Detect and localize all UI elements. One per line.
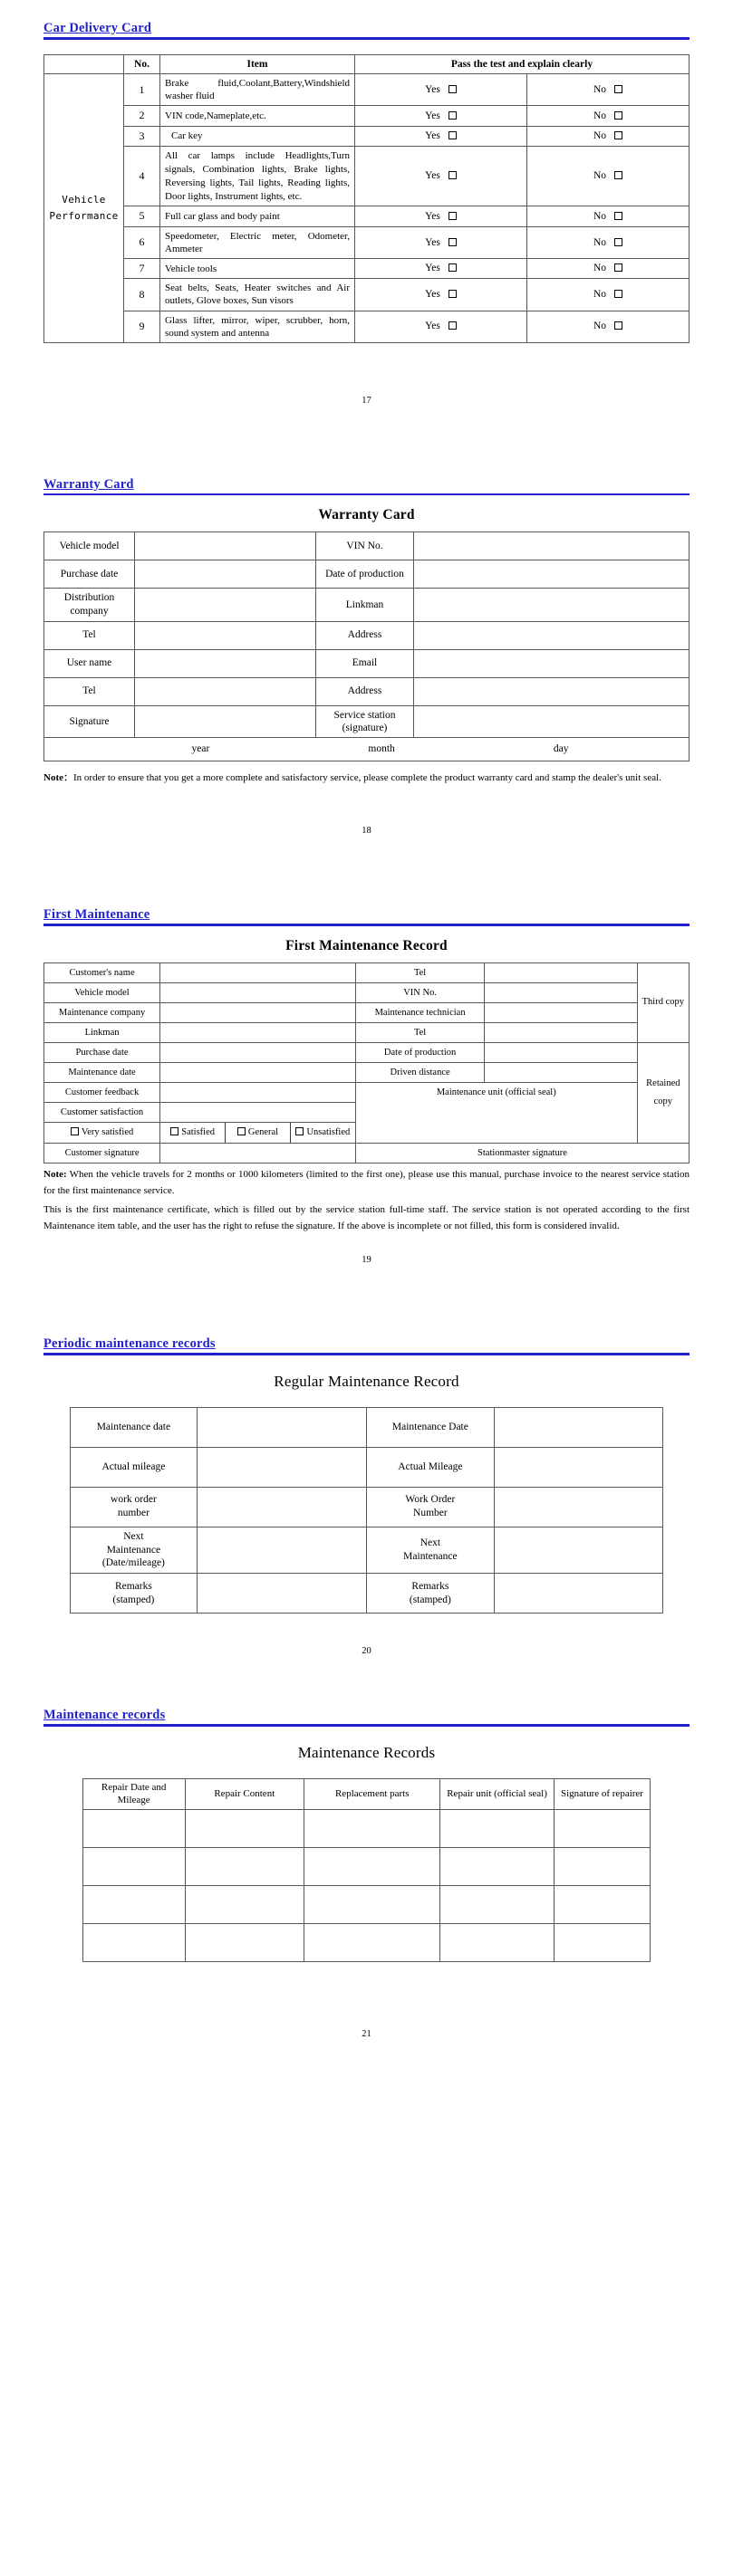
yes-label: Yes (425, 210, 440, 222)
value-address-1[interactable] (414, 621, 690, 649)
page-maintenance-records (0, 1707, 733, 2055)
value-maintenance-date-right[interactable] (494, 1407, 663, 1447)
section-heading-maintenance-records (43, 1707, 690, 1729)
no-label: No (593, 289, 607, 301)
row-item: VIN code,Nameplate,etc. (160, 106, 355, 126)
no-cell[interactable] (527, 126, 690, 146)
label-maintenance-technician: Maintenance technician (355, 1002, 484, 1022)
header-repair-date-and-mileage: Repair Date and Mileage (82, 1778, 185, 1810)
no-cell[interactable] (527, 258, 690, 278)
section-title: Warranty Card (43, 476, 134, 492)
row-number: 3 (124, 126, 160, 146)
note-body: In order to ensure that you get a more complete and satisfactory service, please complete the product warranty card and stamp the dealer's unit seal. (73, 772, 661, 784)
table-row (44, 206, 690, 226)
row-item: Full car glass and body paint (160, 206, 355, 226)
section-heading-periodic-maintenance (43, 1336, 690, 1358)
page-number: 20 (362, 1646, 371, 1657)
section-rule (43, 493, 690, 496)
table-row (70, 1447, 663, 1487)
label-email: Email (316, 649, 414, 677)
table-row (44, 106, 690, 126)
no-label: No (593, 110, 607, 121)
next-line1: Next (123, 1530, 144, 1542)
year-label: year (191, 743, 210, 755)
work-order-line1: Work Order (405, 1494, 456, 1506)
header-repair-unit-official-seal: Repair unit (official seal) (440, 1778, 554, 1810)
row-number: 2 (124, 106, 160, 126)
table-row (44, 962, 690, 982)
label-next-maintenance-right (366, 1527, 494, 1574)
checkbox-icon[interactable] (448, 290, 457, 298)
car-delivery-check-table (43, 54, 690, 343)
label-work-order-number-right (366, 1487, 494, 1527)
label-actual-mileage-left: Actual mileage (70, 1447, 198, 1487)
no-label: No (593, 321, 607, 332)
cell-repair-content[interactable] (185, 1848, 304, 1886)
yes-cell[interactable] (355, 106, 527, 126)
cell-signature-of-repairer[interactable] (554, 1924, 651, 1962)
checkbox-icon[interactable] (448, 263, 457, 272)
no-cell[interactable] (527, 74, 690, 106)
page-title: Warranty Card (318, 507, 415, 523)
no-cell[interactable] (527, 226, 690, 258)
no-label: No (593, 170, 607, 182)
row-number: 5 (124, 206, 160, 226)
page-break-spacer (0, 1265, 733, 1336)
table-row (44, 311, 690, 342)
table-row (44, 258, 690, 278)
header-item: Item (160, 54, 355, 74)
row-number: 9 (124, 311, 160, 342)
header-replacement-parts: Replacement parts (304, 1778, 440, 1810)
checkbox-icon[interactable] (448, 321, 457, 330)
checkbox-icon[interactable] (614, 238, 622, 246)
section-rule (43, 1724, 690, 1727)
value-customer-feedback[interactable] (160, 1082, 356, 1102)
table-row (44, 1002, 690, 1022)
cell-replacement-parts[interactable] (304, 1848, 440, 1886)
row-item: Seat belts, Seats, Heater switches and Air outlets, Glove boxes, Sun visors (160, 279, 355, 311)
cell-repair-content[interactable] (185, 1810, 304, 1848)
value-distribution-company[interactable] (135, 589, 316, 621)
label-address-1: Address (316, 621, 414, 649)
page-title: Maintenance Records (297, 1743, 436, 1761)
date-row-cell (44, 738, 690, 761)
cell-repair-date-and-mileage[interactable] (82, 1810, 185, 1848)
page-number: 21 (362, 2029, 371, 2040)
label-address-2: Address (316, 677, 414, 705)
first-maintenance-note (43, 1167, 690, 1200)
label-tel-1: Tel (44, 621, 135, 649)
yes-cell[interactable] (355, 126, 527, 146)
cell-repair-date-and-mileage[interactable] (82, 1924, 185, 1962)
cell-repair-unit[interactable] (440, 1886, 554, 1924)
warranty-note (43, 768, 690, 788)
table-header-row (82, 1778, 650, 1810)
section-heading-warranty-card (43, 476, 690, 499)
row-item: Speedometer, Electric meter, Odometer, Ammeter (160, 226, 355, 258)
value-address-2[interactable] (414, 677, 690, 705)
table-row (44, 279, 690, 311)
remarks-line2: (stamped) (409, 1594, 451, 1605)
label-maintenance-date: Maintenance date (44, 1062, 160, 1082)
yes-cell[interactable] (355, 311, 527, 342)
row-item: Glass lifter, mirror, wiper, scrubber, horn, sound system and antenna (160, 311, 355, 342)
yes-label: Yes (425, 170, 440, 182)
table-row (44, 1082, 690, 1102)
label-vehicle-model: Vehicle model (44, 982, 160, 1002)
yes-cell[interactable] (355, 206, 527, 226)
header-blank (44, 54, 124, 74)
row-item: Vehicle tools (160, 258, 355, 278)
cell-repair-date-and-mileage[interactable] (82, 1886, 185, 1924)
yes-label: Yes (425, 236, 440, 248)
maintenance-records-table (82, 1778, 651, 1963)
checkbox-icon[interactable] (614, 111, 622, 120)
value-purchase-date[interactable] (160, 1042, 356, 1062)
no-cell[interactable] (527, 147, 690, 206)
option-unsatisfied[interactable] (290, 1123, 355, 1143)
table-row (44, 126, 690, 146)
regular-maintenance-record-table (70, 1407, 664, 1614)
page-break-spacer (0, 406, 733, 476)
label-signature: Signature (44, 705, 135, 738)
value-service-station-signature[interactable] (414, 705, 690, 738)
checkbox-icon[interactable] (448, 85, 457, 93)
value-linkman[interactable] (160, 1022, 356, 1042)
no-label: No (593, 130, 607, 142)
work-order-line1: work order (111, 1494, 157, 1506)
category-vehicle-performance (44, 74, 124, 342)
checkbox-icon[interactable] (71, 1127, 79, 1135)
row-item: All car lamps include Headlights,Turn signals, Combination lights, Brake lights, Reversing lights, Tail lights, Reading lights, Door lights, Instrument lights, etc. (160, 147, 355, 206)
option-satisfied[interactable] (160, 1123, 226, 1143)
value-purchase-date[interactable] (135, 560, 316, 589)
yes-label: Yes (425, 289, 440, 301)
yes-label: Yes (425, 110, 440, 121)
label-purchase-date: Purchase date (44, 1042, 160, 1062)
day-label: day (553, 743, 569, 755)
label-actual-mileage-right: Actual Mileage (366, 1447, 494, 1487)
label-maintenance-date-right: Maintenance Date (366, 1407, 494, 1447)
section-rule (43, 37, 690, 40)
table-row (70, 1487, 663, 1527)
label-maintenance-unit-official-seal: Maintenance unit (official seal) (355, 1082, 637, 1143)
no-label: No (593, 236, 607, 248)
checkbox-icon[interactable] (614, 131, 622, 139)
label-maintenance-date-left: Maintenance date (70, 1407, 198, 1447)
label-tel-1: Tel (355, 962, 484, 982)
value-date-of-production[interactable] (485, 1042, 637, 1062)
table-row (44, 226, 690, 258)
table-row (70, 1527, 663, 1574)
page-break-spacer (0, 1656, 733, 1707)
cell-repair-content[interactable] (185, 1924, 304, 1962)
checkbox-icon[interactable] (448, 171, 457, 179)
value-vehicle-model[interactable] (160, 982, 356, 1002)
page-warranty-card (0, 476, 733, 837)
page-number: 18 (362, 826, 371, 837)
page-number: 19 (362, 1255, 371, 1266)
checkbox-icon[interactable] (614, 321, 622, 330)
no-cell[interactable] (527, 206, 690, 226)
value-driven-distance[interactable] (485, 1062, 637, 1082)
checkbox-icon[interactable] (448, 131, 457, 139)
no-cell[interactable] (527, 106, 690, 126)
no-label: No (593, 210, 607, 222)
label-linkman: Linkman (316, 589, 414, 621)
next-line2: Maintenance (106, 1544, 161, 1556)
section-title: Car Delivery Card (43, 21, 152, 35)
label-customer-feedback: Customer feedback (44, 1082, 160, 1102)
next-line3: (Date/mileage) (101, 1557, 165, 1569)
page-title: Regular Maintenance Record (274, 1372, 459, 1390)
label-remarks-right (366, 1574, 494, 1614)
checkbox-icon[interactable] (448, 238, 457, 246)
next-line2: Maintenance (403, 1551, 458, 1562)
value-vin-no[interactable] (485, 982, 637, 1002)
yes-label: Yes (425, 83, 440, 95)
table-row (44, 589, 690, 621)
value-actual-mileage-right[interactable] (494, 1447, 663, 1487)
value-tel-2[interactable] (485, 1022, 637, 1042)
table-header-row (44, 54, 690, 74)
table-row (44, 982, 690, 1002)
label-customer-satisfaction: Customer satisfaction (44, 1102, 160, 1122)
label-linkman: Linkman (44, 1022, 160, 1042)
cell-repair-date-and-mileage[interactable] (82, 1848, 185, 1886)
label-customers-name: Customer's name (44, 962, 160, 982)
table-row (44, 677, 690, 705)
value-linkman[interactable] (414, 589, 690, 621)
label-service-station-signature (316, 705, 414, 738)
section-rule (43, 1353, 690, 1355)
cell-replacement-parts[interactable] (304, 1886, 440, 1924)
option-label: Unsatisfied (306, 1127, 351, 1138)
cell-repair-content[interactable] (185, 1886, 304, 1924)
header-repair-content: Repair Content (185, 1778, 304, 1810)
table-row (44, 532, 690, 560)
value-customer-satisfaction[interactable] (160, 1102, 356, 1122)
label-user-name: User name (44, 649, 135, 677)
value-next-maintenance-left[interactable] (198, 1527, 367, 1574)
no-label: No (593, 263, 607, 274)
page-number: 17 (362, 395, 371, 406)
no-cell[interactable] (527, 311, 690, 342)
table-row (44, 1143, 690, 1163)
row-number: 7 (124, 258, 160, 278)
row-number: 6 (124, 226, 160, 258)
table-row (82, 1886, 650, 1924)
value-vehicle-model[interactable] (135, 532, 316, 560)
label-vin-no: VIN No. (355, 982, 484, 1002)
label-distribution-company: Distribution company (44, 589, 135, 621)
category-line-2: Performance (49, 209, 119, 222)
note-prefix: Note: (43, 1168, 67, 1180)
table-row (44, 705, 690, 738)
yes-label: Yes (425, 130, 440, 142)
value-user-name[interactable] (135, 649, 316, 677)
page-first-maintenance (0, 906, 733, 1265)
note-prefix: Note： (43, 772, 73, 784)
yes-cell[interactable] (355, 258, 527, 278)
first-maintenance-record-table (43, 962, 690, 1164)
label-vin-no: VIN No. (316, 532, 414, 560)
table-row (44, 74, 690, 106)
satisfaction-options-group (160, 1122, 356, 1143)
note-body: When the vehicle travels for 2 months or 1000 kilometers (limited to the first one), please use this manual, purchase invoice to the nearest service station for the first maintenance service. (43, 1168, 690, 1196)
label-driven-distance: Driven distance (355, 1062, 484, 1082)
table-row (44, 1062, 690, 1082)
checkbox-icon[interactable] (295, 1127, 304, 1135)
label-stationmaster-signature: Stationmaster signature (355, 1143, 689, 1163)
section-title: Periodic maintenance records (43, 1336, 216, 1352)
cell-signature-of-repairer[interactable] (554, 1886, 651, 1924)
section-rule (43, 924, 690, 926)
yes-cell[interactable] (355, 147, 527, 206)
row-number: 4 (124, 147, 160, 206)
next-line1: Next (420, 1537, 441, 1549)
value-maintenance-date-left[interactable] (198, 1407, 367, 1447)
value-tel-1[interactable] (135, 621, 316, 649)
value-maintenance-date[interactable] (160, 1062, 356, 1082)
warranty-card-table (43, 531, 690, 761)
checkbox-icon[interactable] (614, 263, 622, 272)
option-label: General (247, 1127, 279, 1138)
label-date-of-production: Date of production (355, 1042, 484, 1062)
label-vehicle-model: Vehicle model (44, 532, 135, 560)
cell-replacement-parts[interactable] (304, 1924, 440, 1962)
cell-repair-unit[interactable] (440, 1848, 554, 1886)
checkbox-icon[interactable] (614, 171, 622, 179)
table-row (70, 1574, 663, 1614)
yes-label: Yes (425, 321, 440, 332)
month-label: month (368, 743, 395, 755)
row-item: Car key (160, 126, 355, 146)
table-row (44, 147, 690, 206)
remarks-line1: Remarks (114, 1580, 152, 1592)
value-actual-mileage-left[interactable] (198, 1447, 367, 1487)
yes-cell[interactable] (355, 226, 527, 258)
category-line-1: Vehicle (62, 194, 106, 206)
label-work-order-number-left (70, 1487, 198, 1527)
table-row (44, 560, 690, 589)
option-label: Very satisfied (81, 1127, 134, 1138)
checkbox-icon[interactable] (237, 1127, 246, 1135)
row-number: 1 (124, 74, 160, 106)
value-maintenance-company[interactable] (160, 1002, 356, 1022)
checkbox-icon[interactable] (170, 1127, 178, 1135)
section-title: Maintenance records (43, 1708, 166, 1723)
header-signature-of-repairer: Signature of repairer (554, 1778, 651, 1810)
cell-replacement-parts[interactable] (304, 1810, 440, 1848)
value-tel-1[interactable] (485, 962, 637, 982)
table-row (82, 1924, 650, 1962)
work-order-line2: Number (413, 1508, 448, 1519)
value-work-order-number-right[interactable] (494, 1487, 663, 1527)
page-break-spacer (0, 836, 733, 906)
value-vin-no[interactable] (414, 532, 690, 560)
option-label: Satisfied (181, 1127, 215, 1138)
table-row (44, 649, 690, 677)
value-maintenance-technician[interactable] (485, 1002, 637, 1022)
label-tel-2: Tel (44, 677, 135, 705)
table-row (44, 1022, 690, 1042)
value-signature[interactable] (135, 705, 316, 738)
label-remarks-left (70, 1574, 198, 1614)
label-purchase-date: Purchase date (44, 560, 135, 589)
third-copy-label: Third copy (637, 962, 689, 1042)
yes-cell[interactable] (355, 74, 527, 106)
row-item: Brake fluid,Coolant,Battery,Windshield washer fluid (160, 74, 355, 106)
section-heading-first-maintenance (43, 906, 690, 929)
label-tel-2: Tel (355, 1022, 484, 1042)
retained-copy-label: Retained copy (637, 1042, 689, 1143)
cell-repair-unit[interactable] (440, 1810, 554, 1848)
value-customer-signature[interactable] (160, 1143, 356, 1163)
yes-cell[interactable] (355, 279, 527, 311)
cell-signature-of-repairer[interactable] (554, 1848, 651, 1886)
option-very-satisfied[interactable] (44, 1122, 160, 1143)
label-date-of-production: Date of production (316, 560, 414, 589)
row-number: 8 (124, 279, 160, 311)
cell-repair-unit[interactable] (440, 1924, 554, 1962)
remarks-line2: (stamped) (112, 1594, 155, 1605)
first-maintenance-paragraph-2: This is the first maintenance certificate, which is filled out by the service station full-time staff. The service station is not operated according to the first Maintenance item table, and the user has the right to refuse the signature. If the above is incomplete or not filled, this form is considered invalid. (43, 1204, 690, 1232)
page-car-delivery-card (0, 0, 733, 406)
value-email[interactable] (414, 649, 690, 677)
value-customers-name[interactable] (160, 962, 356, 982)
label-customer-signature: Customer signature (44, 1143, 160, 1163)
section-title: First Maintenance (43, 907, 150, 923)
checkbox-icon[interactable] (448, 212, 457, 220)
table-row (82, 1810, 650, 1848)
yes-label: Yes (425, 263, 440, 274)
label-maintenance-company: Maintenance company (44, 1002, 160, 1022)
table-row (44, 621, 690, 649)
page-title: First Maintenance Record (285, 937, 448, 953)
value-date-of-production[interactable] (414, 560, 690, 589)
table-row (44, 1042, 690, 1062)
checkbox-icon[interactable] (614, 212, 622, 220)
checkbox-icon[interactable] (448, 111, 457, 120)
value-work-order-number-left[interactable] (198, 1487, 367, 1527)
table-row (70, 1407, 663, 1447)
header-pass-the-test: Pass the test and explain clearly (355, 54, 690, 74)
option-general[interactable] (226, 1123, 291, 1143)
value-remarks-right[interactable] (494, 1574, 663, 1614)
page-periodic-maintenance-records (0, 1336, 733, 1656)
value-remarks-left[interactable] (198, 1574, 367, 1614)
checkbox-icon[interactable] (614, 290, 622, 298)
remarks-line1: Remarks (411, 1580, 449, 1592)
no-cell[interactable] (527, 279, 690, 311)
checkbox-icon[interactable] (614, 85, 622, 93)
header-no: No. (124, 54, 160, 74)
table-row (82, 1848, 650, 1886)
work-order-line2: number (117, 1508, 149, 1519)
label-next-maintenance-left (70, 1527, 198, 1574)
table-row-date (44, 738, 690, 761)
value-tel-2[interactable] (135, 677, 316, 705)
section-heading-car-delivery-card (43, 20, 690, 43)
value-next-maintenance-right[interactable] (494, 1527, 663, 1574)
no-label: No (593, 83, 607, 95)
cell-signature-of-repairer[interactable] (554, 1810, 651, 1848)
signature-text: (signature) (342, 722, 388, 733)
service-station-text: Service station (333, 709, 396, 721)
